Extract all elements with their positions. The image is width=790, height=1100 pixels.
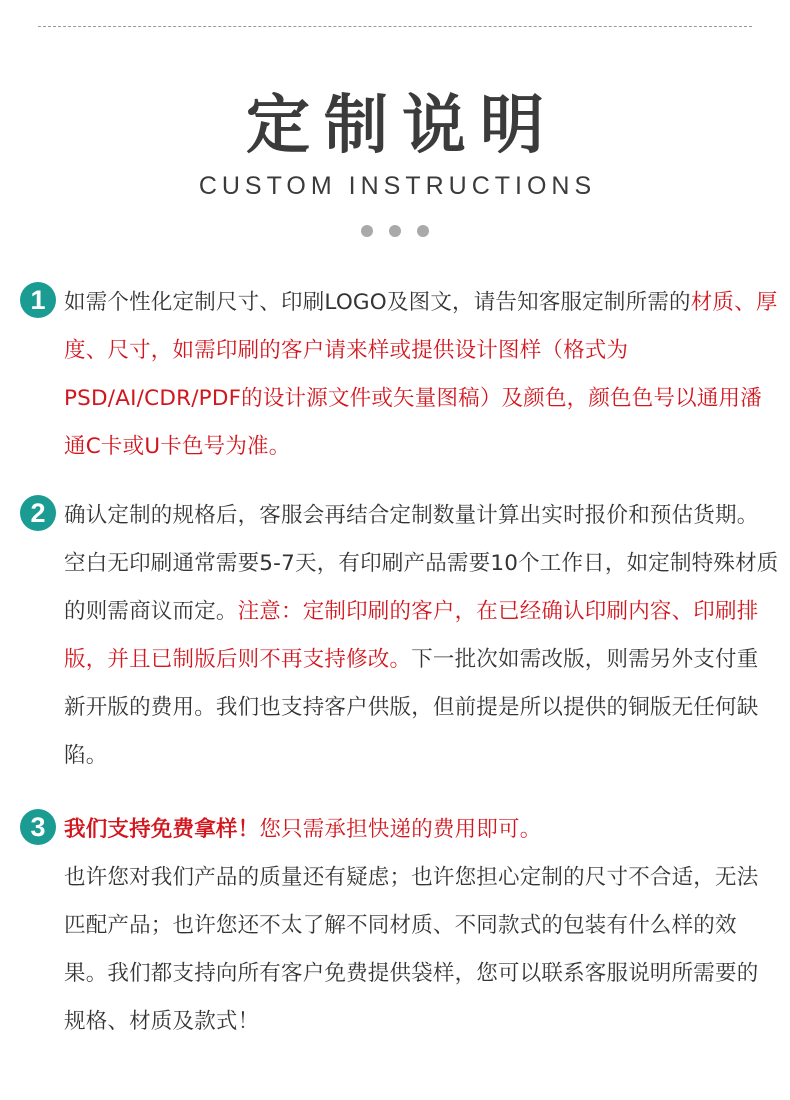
dot-icon [417,225,429,237]
section-2-text [64,492,780,780]
dot-icon [389,225,401,237]
section-1-text-highlight: 材质、厚度、尺寸，如需印刷的客户请来样或提供设计图样（格式为PSD/AI/CDR/PDF的设计源文件或矢量图稿）及颜色，颜色色号以通用潘通C卡或U卡色号为准。 [64,290,778,459]
page-subtitle: CUSTOM INSTRUCTIONS [198,172,597,200]
top-dashed-divider [38,26,752,27]
section-2-text-rest: 下一批次如需改版，则需另外支付重新开版的费用。我们也支持客户供版，但前提是所以提供的铜版无任何缺陷。 [64,647,759,768]
page-title: 定制说明 [246,89,558,163]
section-3-text-headline: 我们支持免费拿样！ [64,817,260,842]
section-3-text-body: 也许您对我们产品的质量还有疑虑；也许您担心定制的尺寸不合适，无法匹配产品；也许您还不太了解不同材质、不同款式的包装有什么样的效果。我们都支持向所有客户免费提供袋样，您可以联系客服说明所需要的规格、材质及款式！ [64,865,759,1034]
decorative-dots [0,222,790,236]
section-3-text [64,806,780,1046]
step-number-badge: 2 [20,495,56,531]
section-2-text-intro: 确认定制的规格后，客服会再结合定制数量计算出实时报价和预估货期。空白无印刷通常需要5-7天，有印刷产品需要10个工作日，如定制特殊材质的则需商议而定。 [64,503,779,624]
dot-icon [361,225,373,237]
step-number-badge: 1 [20,282,56,318]
section-3-text-headline-note: 您只需承担快递的费用即可。 [259,817,542,842]
section-1-text [64,279,780,471]
section-1-text-intro: 如需个性化定制尺寸、印刷LOGO及图文，请告知客服定制所需的 [64,290,691,315]
section-2-text-notice: 注意：定制印刷的客户，在已经确认印刷内容、印刷排版，并且已制版后则不再支持修改。 [64,599,759,672]
step-number-badge: 3 [20,809,56,845]
